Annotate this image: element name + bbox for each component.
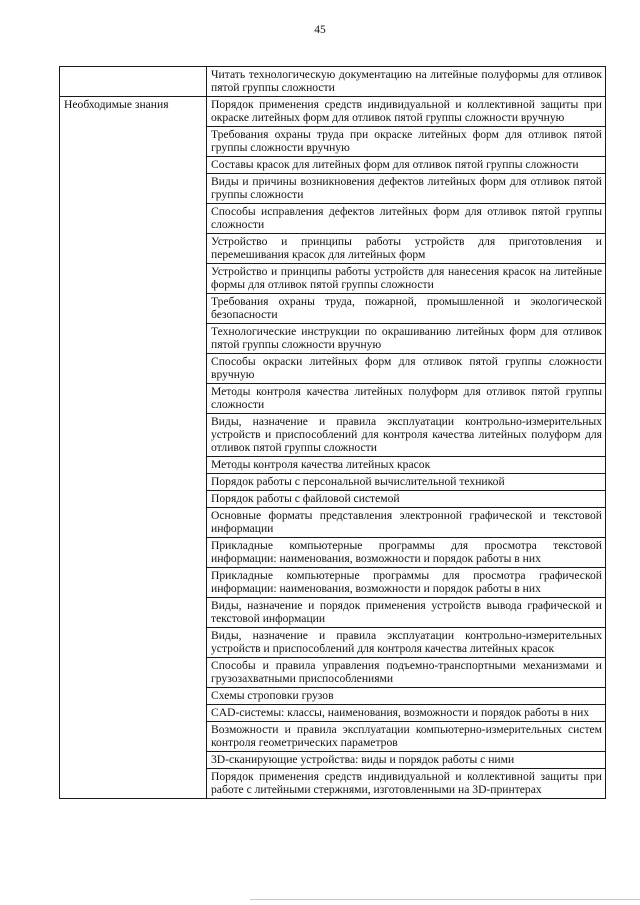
scan-edge-line bbox=[250, 899, 640, 900]
knowledge-item: Способы и правила управления подъемно-транспортными механизмами и грузозахватными приспособлениями bbox=[207, 658, 606, 688]
continuation-cell: Читать технологическую документацию на литейные полуформы для отливок пятой группы сложности bbox=[207, 67, 606, 97]
section-label: Необходимые знания bbox=[60, 97, 207, 799]
knowledge-item: Составы красок для литейных форм для отливок пятой группы сложности bbox=[207, 157, 606, 174]
table-row bbox=[60, 67, 606, 97]
knowledge-item: Виды, назначение и правила эксплуатации контрольно-измерительных устройств и приспособлений для контроля качества литейных красок bbox=[207, 628, 606, 658]
knowledge-item: Методы контроля качества литейных красок bbox=[207, 457, 606, 474]
table-row bbox=[60, 97, 606, 127]
knowledge-item: Основные форматы представления электронной графической и текстовой информации bbox=[207, 508, 606, 538]
knowledge-item: Виды и причины возникновения дефектов литейных форм для отливок пятой группы сложности bbox=[207, 174, 606, 204]
knowledge-item: Устройство и принципы работы устройств для нанесения красок на литейные формы для отливок пятой группы сложности bbox=[207, 264, 606, 294]
knowledge-item: Требования охраны труда при окраске литейных форм для отливок пятой группы сложности вручную bbox=[207, 127, 606, 157]
knowledge-item: Виды, назначение и порядок применения устройств вывода графической и текстовой информации bbox=[207, 598, 606, 628]
knowledge-item: Схемы строповки грузов bbox=[207, 688, 606, 705]
knowledge-item: CAD-системы: классы, наименования, возможности и порядок работы в них bbox=[207, 705, 606, 722]
knowledge-item: Прикладные компьютерные программы для просмотра графической информации: наименования, возможности и порядок работы в них bbox=[207, 568, 606, 598]
knowledge-item: Способы окраски литейных форм для отливок пятой группы сложности вручную bbox=[207, 354, 606, 384]
knowledge-item: 3D-сканирующие устройства: виды и порядок работы с ними bbox=[207, 752, 606, 769]
knowledge-item: Технологические инструкции по окрашиванию литейных форм для отливок пятой группы сложности вручную bbox=[207, 324, 606, 354]
knowledge-item: Порядок применения средств индивидуальной и коллективной защиты при работе с литейными стержнями, изготовленными на 3D-принтерах bbox=[207, 769, 606, 799]
knowledge-item: Порядок применения средств индивидуальной и коллективной защиты при окраске литейных форм для отливок пятой группы сложности вручную bbox=[207, 97, 606, 127]
knowledge-item: Требования охраны труда, пожарной, промышленной и экологической безопасности bbox=[207, 294, 606, 324]
knowledge-item: Методы контроля качества литейных полуформ для отливок пятой группы сложности bbox=[207, 384, 606, 414]
knowledge-item: Порядок работы с файловой системой bbox=[207, 491, 606, 508]
knowledge-item: Виды, назначение и правила эксплуатации контрольно-измерительных устройств и приспособлений для контроля качества литейных полуформ для отливок пятой группы сложности bbox=[207, 414, 606, 457]
knowledge-item: Прикладные компьютерные программы для просмотра текстовой информации: наименования, возможности и порядок работы в них bbox=[207, 538, 606, 568]
knowledge-item: Способы исправления дефектов литейных форм для отливок пятой группы сложности bbox=[207, 204, 606, 234]
empty-label-cell bbox=[60, 67, 207, 97]
knowledge-table bbox=[59, 66, 606, 799]
page-number: 45 bbox=[314, 24, 326, 36]
knowledge-item: Порядок работы с персональной вычислительной техникой bbox=[207, 474, 606, 491]
knowledge-item: Возможности и правила эксплуатации компьютерно-измерительных систем контроля геометрических параметров bbox=[207, 722, 606, 752]
knowledge-item: Устройство и принципы работы устройств для приготовления и перемешивания красок для литейных форм bbox=[207, 234, 606, 264]
